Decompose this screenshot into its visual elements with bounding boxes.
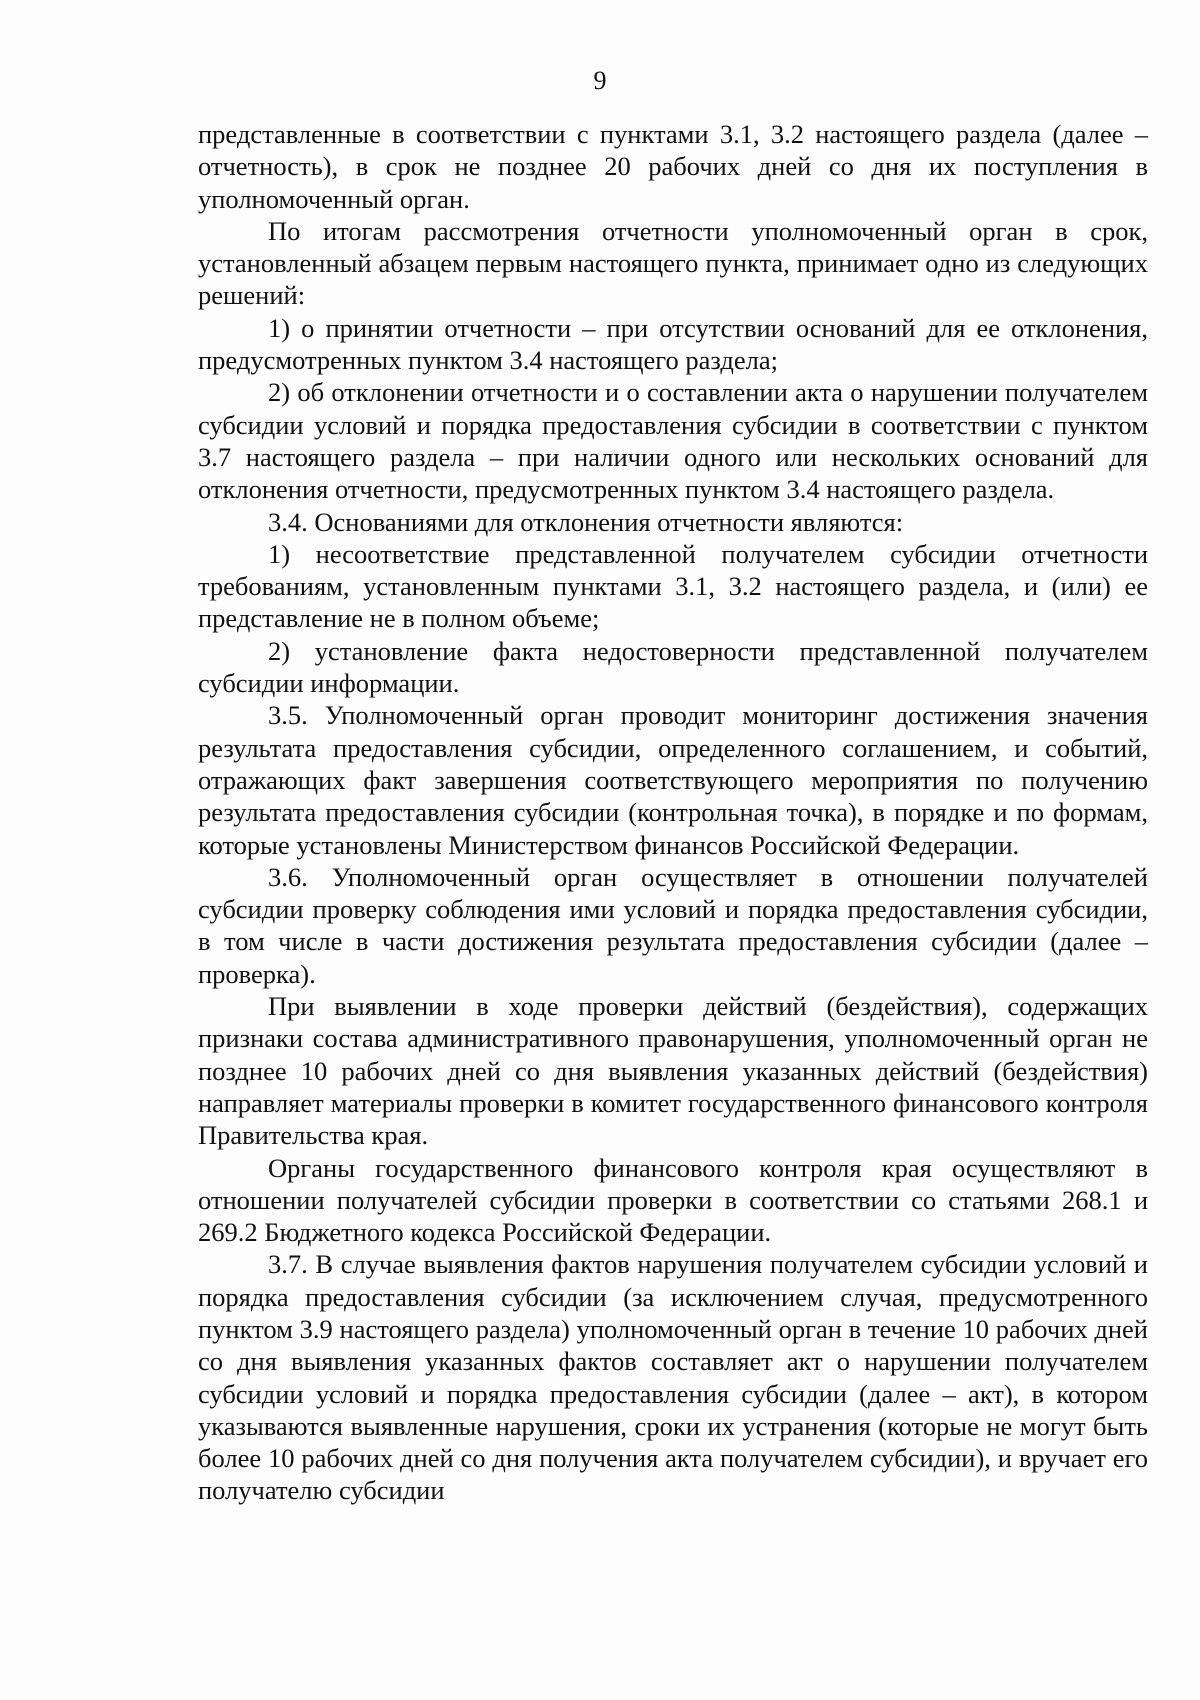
paragraph: представленные в соответствии с пунктами 3.1, 3.2 настоящего раздела (далее – отчетность), в срок не позднее 20 рабочих дней со дня их поступления в уполномоченный орган.	[198, 119, 1148, 214]
page-number: 9	[593, 66, 607, 95]
list-item: 1) о принятии отчетности – при отсутствии оснований для ее отклонения, предусмотренных пунктом 3.4 настоящего раздела;	[198, 312, 1148, 376]
list-item: 1) несоответствие представленной получателем субсидии отчетности требованиям, установленным пунктами 3.1, 3.2 настоящего раздела, и (или) ее представление не в полном объеме;	[198, 538, 1148, 634]
document-body	[198, 118, 1148, 1507]
list-item: 2) об отклонении отчетности и о составлении акта о нарушении получателем субсидии условий и порядка предоставления субсидии в соответствии с пунктом 3.7 настоящего раздела – при наличии одного или нескольких оснований для отклонения отчетности, предусмотренных пунктом 3.4 настоящего раздела.	[198, 377, 1148, 505]
paragraph: 3.5. Уполномоченный орган проводит мониторинг достижения значения результата предоставления субсидии, определенного соглашением, и событий, отражающих факт завершения соответствующего мероприятия по получению результата предоставления субсидии (контрольная точка), в порядке и по формам, которые установлены Министерством финансов Российской Федерации.	[198, 700, 1148, 860]
list-item: 2) установление факта недостоверности представленной получателем субсидии информации.	[198, 635, 1148, 699]
paragraph: 3.7. В случае выявления фактов нарушения получателем субсидии условий и порядка предоставления субсидии (за исключением случая, предусмотренного пунктом 3.9 настоящего раздела) уполномоченный орган в течение 10 рабочих дней со дня выявления указанных фактов составляет акт о нарушении получателем субсидии условий и порядка предоставления субсидии (далее – акт), в котором указываются выявленные нарушения, сроки их устранения (которые не могут быть более 10 рабочих дней со дня получения акта получателем субсидии), и вручает его получателю субсидии	[198, 1249, 1148, 1506]
paragraph: При выявлении в ходе проверки действий (бездействия), содержащих признаки состава административного правонарушения, уполномоченный орган не позднее 10 рабочих дней со дня выявления указанных действий (бездействия) направляет материалы проверки в комитет государственного финансового контроля Правительства края.	[198, 991, 1148, 1151]
paragraph: По итогам рассмотрения отчетности уполномоченный орган в срок, установленный абзацем первым настоящего пункта, принимает одно из следующих решений:	[198, 215, 1148, 311]
paragraph: Органы государственного финансового контроля края осуществляют в отношении получателей субсидии проверки в соответствии со статьями 268.1 и 269.2 Бюджетного кодекса Российской Федерации.	[198, 1152, 1148, 1248]
paragraph: 3.6. Уполномоченный орган осуществляет в отношении получателей субсидии проверку соблюдения ими условий и порядка предоставления субсидии, в том числе в части достижения результата предоставления субсидии (далее – проверка).	[198, 861, 1148, 989]
section-heading-paragraph: 3.4. Основаниями для отклонения отчетности являются:	[268, 506, 904, 537]
